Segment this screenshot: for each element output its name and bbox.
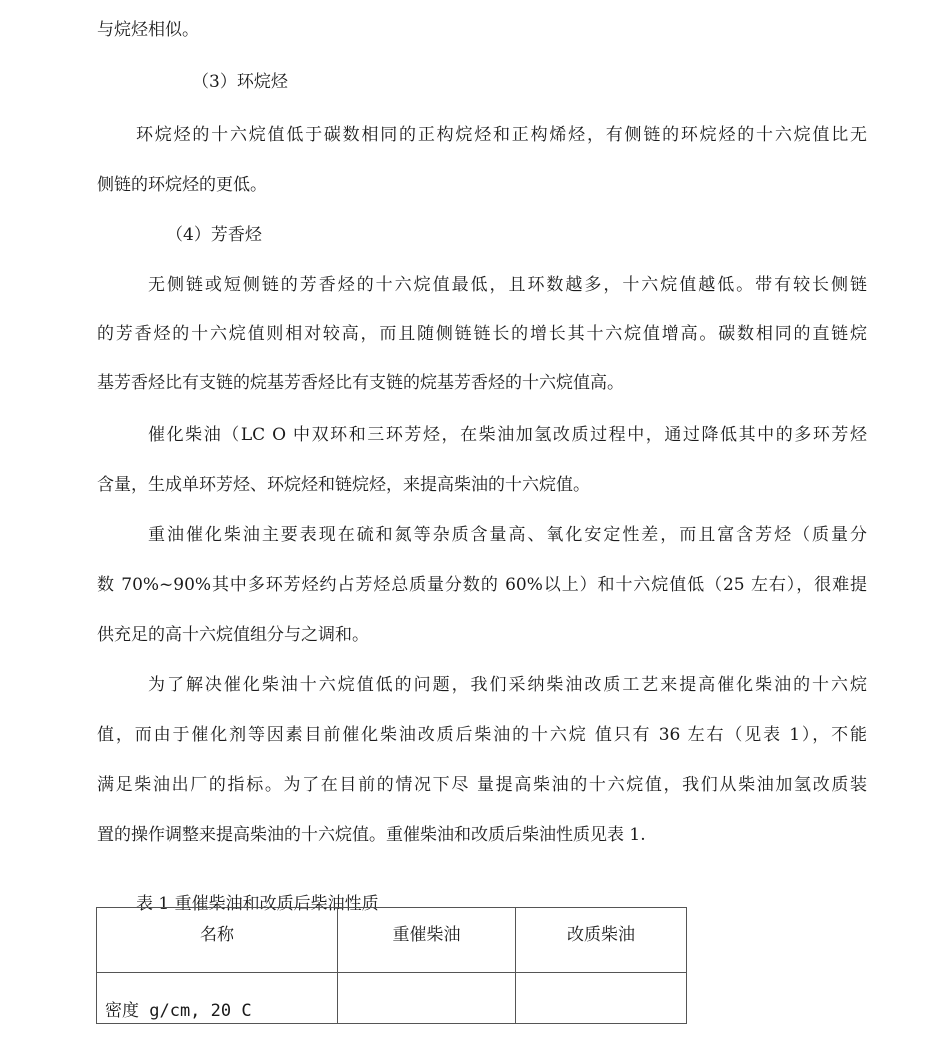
table-header-upgraded-diesel: 改质柴油 — [516, 908, 687, 973]
paragraph-line: 环烷烃的十六烷值低于碳数相同的正构烷烃和正构烯烃，有侧链的环烷烃的十六烷值比无 — [136, 125, 867, 145]
paragraph-line: 满足柴油出厂的指标。为了在目前的情况下尽 量提高柴油的十六烷值，我们从柴油加氢改质装 — [97, 775, 867, 795]
table-header-heavy-catalytic-diesel: 重催柴油 — [338, 908, 516, 973]
table-header-row — [97, 908, 687, 973]
section-heading-cycloalkanes: （3）环烷烃 — [192, 72, 288, 92]
properties-table — [96, 907, 687, 1024]
paragraph-line: 供充足的高十六烷值组分与之调和。 — [97, 625, 369, 645]
table-cell-property: 密度 g/cm, 20 C — [97, 973, 338, 1024]
table-cell-value — [516, 973, 687, 1024]
section-heading-aromatics: （4）芳香烃 — [166, 225, 262, 245]
paragraph-line: 无侧链或短侧链的芳香烃的十六烷值最低，且环数越多，十六烷值越低。带有较长侧链 — [148, 275, 867, 295]
table-cell-value — [338, 973, 516, 1024]
paragraph-continuation: 与烷烃相似。 — [97, 20, 199, 40]
paragraph-line: 数 70%~90%其中多环芳烃约占芳烃总质量分数的 60%以上）和十六烷值低（25 左右），很难提 — [97, 575, 867, 595]
paragraph-line: 置的操作调整来提高柴油的十六烷值。重催柴油和改质后柴油性质见表 1. — [97, 825, 646, 845]
paragraph-line: 侧链的环烷烃的更低。 — [97, 175, 267, 195]
table-row — [97, 973, 687, 1024]
paragraph-line: 为了解决催化柴油十六烷值低的问题，我们采纳柴油改质工艺来提高催化柴油的十六烷 — [148, 675, 867, 695]
paragraph-line: 含量，生成单环芳烃、环烷烃和链烷烃，来提高柴油的十六烷值。 — [97, 475, 590, 495]
table-caption: 表 1 重催柴油和改质后柴油性质 — [136, 894, 379, 914]
paragraph-line: 值，而由于催化剂等因素目前催化柴油改质后柴油的十六烷 值只有 36 左右（见表 1），不能 — [97, 725, 867, 745]
paragraph-line: 的芳香烃的十六烷值则相对较高，而且随侧链链长的增长其十六烷值增高。碳数相同的直链烷 — [97, 324, 867, 344]
table-header-name: 名称 — [97, 908, 338, 973]
paragraph-line: 催化柴油（LC O 中双环和三环芳烃，在柴油加氢改质过程中，通过降低其中的多环芳烃 — [148, 425, 867, 445]
paragraph-line: 重油催化柴油主要表现在硫和氮等杂质含量高、氧化安定性差，而且富含芳烃（质量分 — [148, 525, 867, 545]
paragraph-line: 基芳香烃比有支链的烷基芳香烃比有支链的烷基芳香烃的十六烷值高。 — [97, 373, 624, 393]
